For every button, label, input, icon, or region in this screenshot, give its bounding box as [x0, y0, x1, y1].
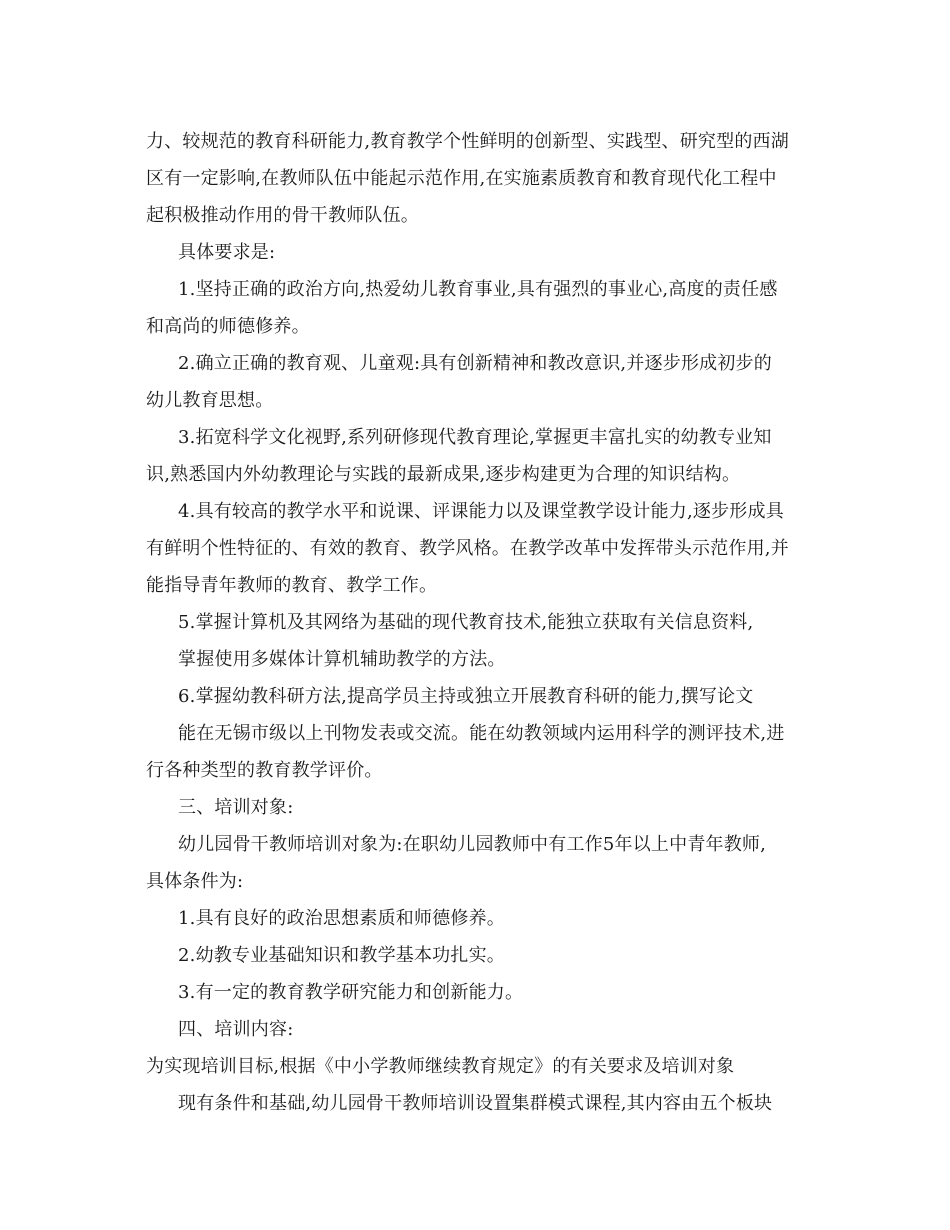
section-heading: 四、培训内容:	[178, 1019, 294, 1040]
text-line: 能在无锡市级以上刊物发表或交流。能在幼教领域内运用科学的测评技术,进	[178, 723, 785, 744]
text-line: 3.拓宽科学文化视野,系列研修现代教育理论,掌握更丰富扎实的幼教专业知	[178, 427, 772, 448]
text-line: 起积极推动作用的骨干教师队伍。	[146, 205, 419, 226]
section-heading: 三、培训对象:	[178, 797, 294, 818]
text-line: 区有一定影响,在教师队伍中能起示范作用,在实施素质教育和教育现代化工程中	[146, 168, 777, 189]
text-line: 为实现培训目标,根据《中小学教师继续教育规定》的有关要求及培训对象	[146, 1056, 735, 1077]
text-line: 现有条件和基础,幼儿园骨干教师培训设置集群模式课程,其内容由五个板块	[178, 1093, 773, 1114]
text-line: 5.掌握计算机及其网络为基础的现代教育技术,能独立获取有关信息资料,	[178, 612, 754, 633]
text-line: 幼儿教育思想。	[146, 390, 274, 411]
text-line: 3.有一定的教育教学研究能力和创新能力。	[178, 982, 524, 1003]
text-line: 幼儿园骨干教师培训对象为:在职幼儿园教师中有工作5年以上中青年教师,	[178, 834, 767, 855]
text-line: 力、较规范的教育科研能力,教育教学个性鲜明的创新型、实践型、研究型的西湖	[146, 131, 789, 152]
text-line: 和高尚的师德修养。	[146, 316, 310, 337]
text-line: 4.具有较高的教学水平和说课、评课能力以及课堂教学设计能力,逐步形成具	[178, 501, 784, 522]
text-line: 掌握使用多媒体计算机辅助教学的方法。	[178, 649, 506, 670]
text-line: 具体条件为:	[146, 871, 244, 892]
text-line: 能指导青年教师的教育、教学工作。	[146, 575, 438, 596]
text-line: 1.具有良好的政治思想素质和师德修养。	[178, 908, 505, 929]
text-line: 具体要求是:	[178, 242, 276, 263]
text-line: 行各种类型的教育教学评价。	[146, 760, 383, 781]
text-line: 1.坚持正确的政治方向,热爱幼儿教育事业,具有强烈的事业心,高度的责任感	[178, 279, 778, 300]
text-line: 2.幼教专业基础知识和教学基本功扎实。	[178, 945, 505, 966]
text-line: 有鲜明个性特征的、有效的教育、教学风格。在教学改革中发挥带头示范作用,并	[146, 538, 789, 559]
text-line: 6.掌握幼教科研方法,提高学员主持或独立开展教育科研的能力,撰写论文	[178, 686, 754, 707]
text-line: 识,熟悉国内外幼教理论与实践的最新成果,逐步构建更为合理的知识结构。	[146, 464, 741, 485]
text-line: 2.确立正确的教育观、儿童观:具有创新精神和教改意识,并逐步形成初步的	[178, 353, 772, 374]
